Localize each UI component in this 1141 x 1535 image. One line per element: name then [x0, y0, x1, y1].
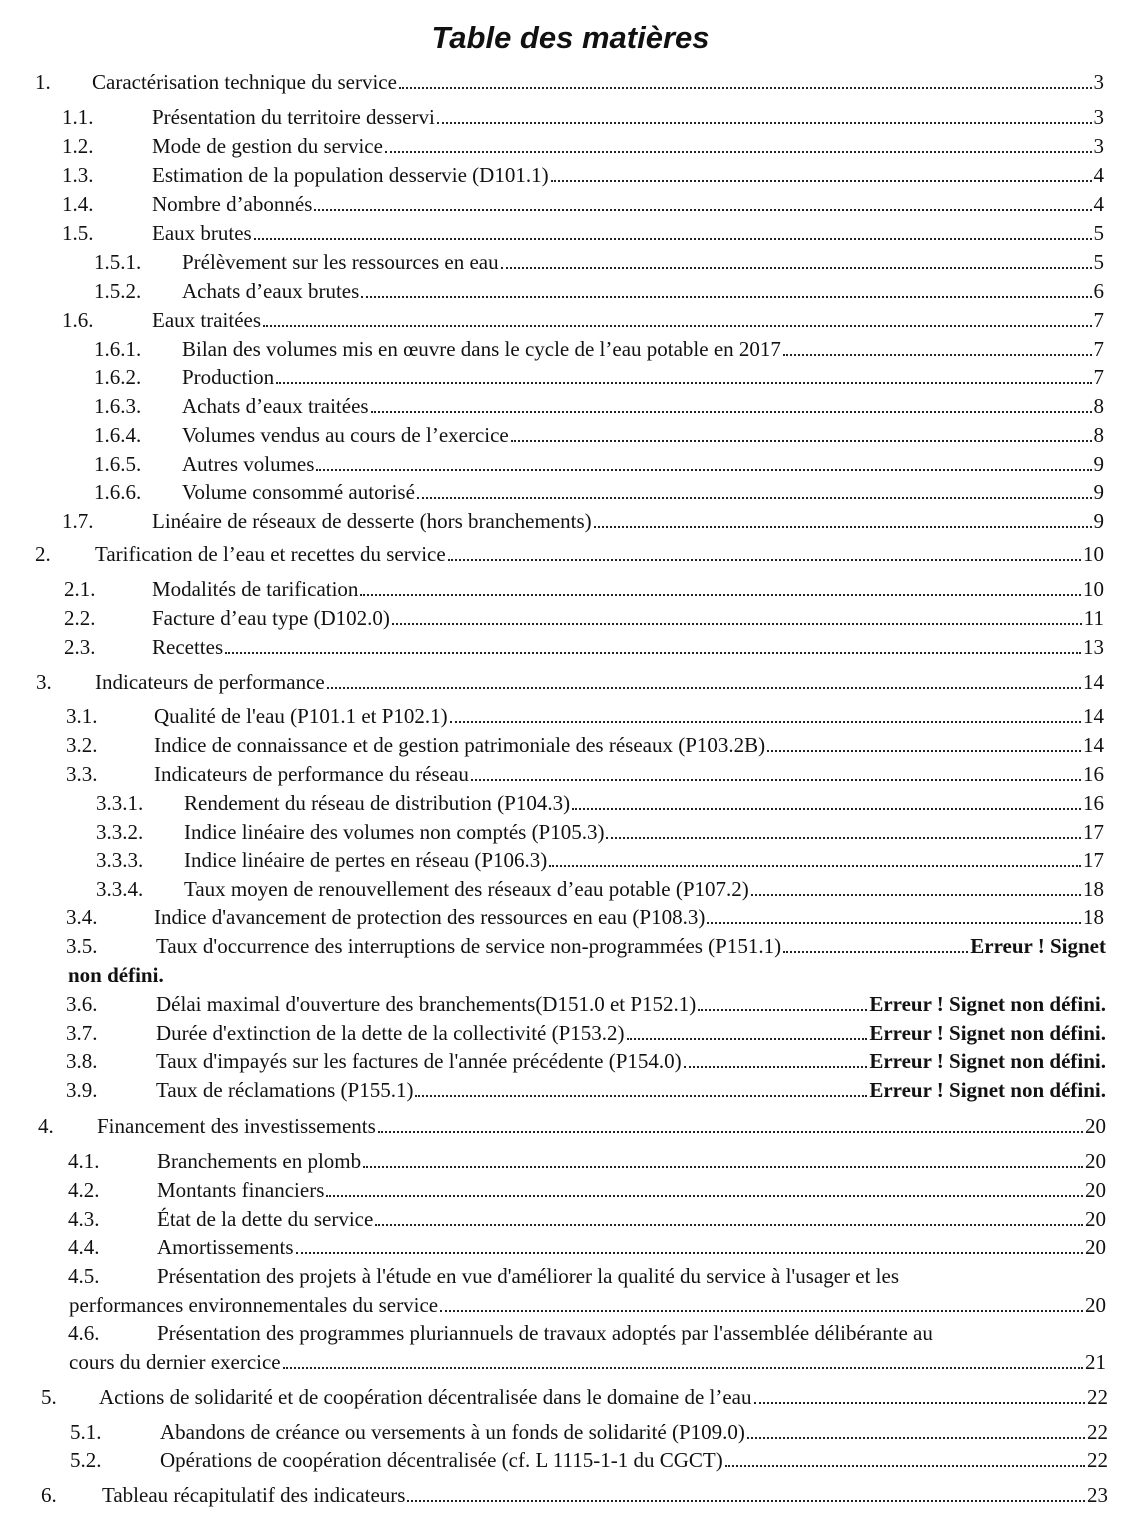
- toc-entry-title: Présentation du territoire desservi: [152, 105, 435, 129]
- toc-entry-title: Indice linéaire des volumes non comptés (P105.3): [184, 820, 605, 844]
- toc-entry-number: 1.6.: [62, 308, 94, 332]
- dot-leader: [783, 354, 1092, 356]
- toc-entry[interactable]: [160, 1418, 1108, 1446]
- toc-page-number: 3: [1093, 134, 1104, 158]
- toc-entry[interactable]: [95, 668, 1104, 696]
- toc-entry[interactable]: [152, 190, 1104, 218]
- toc-entry-title: Financement des investissements: [97, 1114, 376, 1138]
- bookmark-error: Erreur ! Signet non défini.: [869, 1078, 1106, 1102]
- toc-entry-title: Opérations de coopération décentralisée (cf. L 1115-1-1 du CGCT): [160, 1448, 723, 1472]
- bookmark-error: Erreur ! Signet non défini.: [869, 1049, 1106, 1073]
- toc-entry[interactable]: [102, 1481, 1108, 1509]
- toc-page-number: 9: [1093, 452, 1104, 476]
- dot-leader: [363, 1166, 1083, 1168]
- dot-leader: [572, 808, 1081, 810]
- toc-page-number: 14: [1083, 670, 1104, 694]
- toc-entry[interactable]: [184, 818, 1104, 846]
- dot-leader: [767, 750, 1081, 752]
- toc-entry-title: Eaux brutes: [152, 221, 252, 245]
- dot-leader: [361, 296, 1091, 298]
- toc-page-number: 6: [1093, 279, 1104, 303]
- dot-leader: [751, 894, 1081, 896]
- toc-entry-number: 1.7.: [62, 509, 94, 533]
- toc-entry-number: 1.4.: [62, 192, 94, 216]
- toc-entry-number: 4.4.: [68, 1235, 100, 1259]
- toc-entry-number: 3.3.4.: [96, 877, 144, 901]
- dot-leader: [399, 87, 1092, 89]
- toc-entry-title: Production: [182, 365, 275, 389]
- toc-page-number: 20: [1085, 1293, 1106, 1317]
- toc-entry-number: 4.3.: [68, 1207, 100, 1231]
- toc-page-number: 17: [1083, 848, 1104, 872]
- toc-page-number: 10: [1083, 577, 1104, 601]
- toc-entry-title: Nombre d’abonnés: [152, 192, 313, 216]
- toc-entry-number: 4.5.: [68, 1264, 100, 1288]
- toc-entry-title: Facture d’eau type (D102.0): [152, 606, 390, 630]
- toc-entry[interactable]: [152, 633, 1104, 661]
- toc-page-number: 20: [1085, 1207, 1106, 1231]
- toc-page-number: 7: [1093, 308, 1104, 332]
- toc-page-number: 4: [1093, 163, 1104, 187]
- toc-entry[interactable]: [99, 1383, 1108, 1411]
- toc-entry-number: 1.6.5.: [94, 452, 142, 476]
- toc-entry[interactable]: [160, 1446, 1108, 1474]
- toc-entry-title: Montants financiers: [157, 1178, 325, 1202]
- toc-entry-title: Volumes vendus au cours de l’exercice: [182, 423, 509, 447]
- toc-entry-title: Taux d'impayés sur les factures de l'année précédente (P154.0): [156, 1049, 682, 1073]
- toc-page-number: 21: [1085, 1350, 1106, 1374]
- toc-page-number: 20: [1085, 1149, 1106, 1173]
- dot-leader: [326, 1195, 1083, 1197]
- dot-leader: [511, 440, 1092, 442]
- toc-entry-number: 1.6.1.: [94, 337, 142, 361]
- dot-leader: [725, 1465, 1085, 1467]
- toc-entry-title: Taux d'occurrence des interruptions de service non-programmées (P151.1): [156, 934, 782, 958]
- toc-entry-number: 3.8.: [66, 1049, 98, 1073]
- toc-entry[interactable]: [182, 450, 1104, 478]
- toc-entry-title: Indice d'avancement de protection des ressources en eau (P108.3): [154, 905, 706, 929]
- toc-entry[interactable]: [182, 478, 1104, 506]
- toc-entry-number: 1.3.: [62, 163, 94, 187]
- dot-leader: [440, 1310, 1083, 1312]
- dot-leader: [415, 1095, 867, 1097]
- toc-entry[interactable]: [157, 1233, 1106, 1261]
- toc-entry[interactable]: [182, 421, 1104, 449]
- toc-entry-title: Délai maximal d'ouverture des branchements(D151.0 et P152.1): [156, 992, 697, 1016]
- toc-page-number: 8: [1093, 423, 1104, 447]
- toc-page-number: 20: [1085, 1114, 1106, 1138]
- dot-leader: [385, 151, 1092, 153]
- toc-entry-title: Amortissements: [157, 1235, 294, 1259]
- toc-entry-title: Recettes: [152, 635, 224, 659]
- bookmark-error-continued: non défini.: [68, 963, 164, 987]
- toc-entry[interactable]: [156, 990, 1106, 1018]
- toc-entry-title: Qualité de l'eau (P101.1 et P102.1): [154, 704, 448, 728]
- toc-page-number: 3: [1093, 105, 1104, 129]
- toc-entry-title: Abandons de créance ou versements à un fonds de solidarité (P109.0): [160, 1420, 745, 1444]
- toc-entry-number: 3.5.: [66, 934, 98, 958]
- toc-entry[interactable]: [157, 1147, 1106, 1175]
- toc-entry[interactable]: [182, 277, 1104, 305]
- toc-entry-number: 6.: [41, 1483, 57, 1507]
- toc-entry-number: 3.3.1.: [96, 791, 144, 815]
- toc-entry-number: 5.2.: [70, 1448, 102, 1472]
- toc-page-number: 7: [1093, 365, 1104, 389]
- toc-entry-number: 3.6.: [66, 992, 98, 1016]
- toc-entry-title: Taux moyen de renouvellement des réseaux d’eau potable (P107.2): [184, 877, 749, 901]
- toc-entry-title: Eaux traitées: [152, 308, 262, 332]
- toc-entry[interactable]: [97, 1112, 1106, 1140]
- toc-entry[interactable]: [152, 161, 1104, 189]
- toc-entry-title: Actions de solidarité et de coopération décentralisée dans le domaine de l’eau: [99, 1385, 752, 1409]
- toc-entry-number: 3.9.: [66, 1078, 98, 1102]
- toc-entry-number: 3.3.3.: [96, 848, 144, 872]
- toc-entry-title: Estimation de la population desservie (D101.1): [152, 163, 549, 187]
- toc-entry-title: Achats d’eaux traitées: [182, 394, 369, 418]
- toc-entry-title: Indicateurs de performance du réseau: [154, 762, 469, 786]
- toc-entry[interactable]: [182, 363, 1104, 391]
- bookmark-error: Erreur ! Signet non défini.: [869, 992, 1106, 1016]
- dot-leader: [375, 1224, 1083, 1226]
- toc-entry-title: Caractérisation technique du service: [92, 70, 397, 94]
- toc-page-number: 14: [1083, 704, 1104, 728]
- toc-entry-number: 3.2.: [66, 733, 98, 757]
- toc-entry[interactable]: [184, 875, 1104, 903]
- page-title: Table des matières: [431, 20, 710, 55]
- toc-page-number: 5: [1093, 250, 1104, 274]
- toc-page-number: 22: [1087, 1448, 1108, 1472]
- toc-entry-number: 4.: [38, 1114, 54, 1138]
- dot-leader: [471, 779, 1081, 781]
- dot-leader: [627, 1038, 868, 1040]
- dot-leader: [698, 1009, 867, 1011]
- toc-entry[interactable]: [152, 132, 1104, 160]
- toc-entry-number: 5.: [41, 1385, 57, 1409]
- toc-entry-number: 3.3.: [66, 762, 98, 786]
- dot-leader: [327, 687, 1081, 689]
- toc-page-number: 5: [1093, 221, 1104, 245]
- toc-entry-number: 1.6.3.: [94, 394, 142, 418]
- toc-entry-title: Volume consommé autorisé: [182, 480, 415, 504]
- dot-leader: [371, 411, 1092, 413]
- toc-entry-title: Tableau récapitulatif des indicateurs: [102, 1483, 406, 1507]
- toc-entry-number: 1.6.6.: [94, 480, 142, 504]
- toc-page-number: 14: [1083, 733, 1104, 757]
- toc-page-number: 17: [1083, 820, 1104, 844]
- toc-entry-number: 1.6.4.: [94, 423, 142, 447]
- toc-entry-number: 1.: [35, 70, 51, 94]
- toc-entry[interactable]: [156, 1076, 1106, 1104]
- dot-leader: [254, 238, 1092, 240]
- toc-entry[interactable]: [154, 760, 1104, 788]
- toc-entry[interactable]: [154, 702, 1104, 730]
- dot-leader: [263, 325, 1091, 327]
- toc-entry[interactable]: [156, 932, 1106, 960]
- dot-leader: [360, 594, 1081, 596]
- toc-page-number: 9: [1093, 480, 1104, 504]
- toc-page-number: 22: [1087, 1385, 1108, 1409]
- toc-entry[interactable]: [152, 219, 1104, 247]
- toc-page-number: 22: [1087, 1420, 1108, 1444]
- toc-page-number: 18: [1083, 877, 1104, 901]
- toc-entry-title: Achats d’eaux brutes: [182, 279, 360, 303]
- toc-page-number: 10: [1083, 542, 1104, 566]
- dot-leader: [450, 721, 1081, 723]
- toc-entry-continuation[interactable]: [69, 1291, 1106, 1319]
- toc-entry-title: Modalités de tarification: [152, 577, 359, 601]
- toc-entry[interactable]: [154, 731, 1104, 759]
- toc-entry[interactable]: [152, 575, 1104, 603]
- toc-entry-number: 3.3.2.: [96, 820, 144, 844]
- toc-entry-number: 2.1.: [64, 577, 96, 601]
- toc-entry-number: 3.1.: [66, 704, 98, 728]
- toc-entry[interactable]: [184, 846, 1104, 874]
- dot-leader: [594, 526, 1092, 528]
- toc-entry-number: 2.2.: [64, 606, 96, 630]
- toc-page-number: 9: [1093, 509, 1104, 533]
- dot-leader: [314, 209, 1091, 211]
- dot-leader: [448, 559, 1081, 561]
- dot-leader: [283, 1367, 1083, 1369]
- dot-leader: [407, 1500, 1085, 1502]
- dot-leader: [392, 623, 1082, 625]
- dot-leader: [707, 922, 1081, 924]
- dot-leader: [754, 1402, 1086, 1404]
- toc-page-number: 23: [1087, 1483, 1108, 1507]
- dot-leader: [747, 1437, 1085, 1439]
- toc-entry-number: 4.1.: [68, 1149, 100, 1173]
- dot-leader: [684, 1066, 868, 1068]
- toc-entry[interactable]: [182, 335, 1104, 363]
- toc-entry[interactable]: [154, 903, 1104, 931]
- toc-entry-number: 1.5.2.: [94, 279, 142, 303]
- dot-leader: [783, 951, 968, 953]
- dot-leader: [501, 267, 1092, 269]
- dot-leader: [276, 382, 1091, 384]
- toc-page-number: 20: [1085, 1235, 1106, 1259]
- toc-entry-number: 4.6.: [68, 1321, 100, 1345]
- toc-entry-title: Bilan des volumes mis en œuvre dans le cycle de l’eau potable en 2017: [182, 337, 781, 361]
- toc-entry-number: 1.5.: [62, 221, 94, 245]
- toc-entry[interactable]: [152, 507, 1104, 535]
- toc-entry[interactable]: [152, 306, 1104, 334]
- toc-entry-title: Prélèvement sur les ressources en eau: [182, 250, 499, 274]
- dot-leader: [296, 1252, 1084, 1254]
- toc-entry-title: Durée d'extinction de la dette de la collectivité (P153.2): [156, 1021, 625, 1045]
- toc-entry-title-continued: performances environnementales du service: [69, 1293, 439, 1317]
- toc-page-number: 3: [1093, 70, 1104, 94]
- bookmark-error: Erreur ! Signet: [970, 934, 1106, 958]
- toc-page-number: 8: [1093, 394, 1104, 418]
- toc-entry-title: Rendement du réseau de distribution (P104.3): [184, 791, 571, 815]
- toc-entry[interactable]: [157, 1176, 1106, 1204]
- toc-entry-number: 3.4.: [66, 905, 98, 929]
- dot-leader: [549, 865, 1081, 867]
- toc-entry-number: 1.2.: [62, 134, 94, 158]
- toc-page-number: 16: [1083, 762, 1104, 786]
- toc-page-number: 16: [1083, 791, 1104, 815]
- dot-leader: [417, 497, 1092, 499]
- toc-entry[interactable]: [152, 103, 1104, 131]
- toc-entry[interactable]: [157, 1205, 1106, 1233]
- toc-entry[interactable]: [156, 1019, 1106, 1047]
- toc-entry-title: Indicateurs de performance: [95, 670, 325, 694]
- dot-leader: [316, 469, 1091, 471]
- toc-page-number: 4: [1093, 192, 1104, 216]
- toc-entry[interactable]: [184, 789, 1104, 817]
- toc-entry-title: Taux de réclamations (P155.1): [156, 1078, 414, 1102]
- toc-entry[interactable]: [95, 540, 1104, 568]
- toc-entry-title: Indice linéaire de pertes en réseau (P106.3): [184, 848, 548, 872]
- toc-entry[interactable]: [156, 1047, 1106, 1075]
- toc-entry-number: 2.: [35, 542, 51, 566]
- toc-entry-title-continued: cours du dernier exercice: [69, 1350, 281, 1374]
- toc-page-number: 18: [1083, 905, 1104, 929]
- toc-entry-title: Linéaire de réseaux de desserte (hors branchements): [152, 509, 592, 533]
- toc-entry-number: 1.1.: [62, 105, 94, 129]
- dot-leader: [551, 180, 1092, 182]
- toc-entry-title: Tarification de l’eau et recettes du service: [95, 542, 446, 566]
- toc-entry-title[interactable]: Présentation des projets à l'étude en vue d'améliorer la qualité du service à l'usager et les: [157, 1264, 899, 1288]
- toc-entry-number: 1.5.1.: [94, 250, 142, 274]
- toc-entry[interactable]: [182, 248, 1104, 276]
- toc-entry-title: Mode de gestion du service: [152, 134, 383, 158]
- toc-entry-continuation[interactable]: [69, 1348, 1106, 1376]
- dot-leader: [437, 122, 1092, 124]
- dot-leader: [606, 837, 1081, 839]
- toc-page-number: 20: [1085, 1178, 1106, 1202]
- toc-entry-number: 3.: [36, 670, 52, 694]
- toc-entry-title: Indice de connaissance et de gestion patrimoniale des réseaux (P103.2B): [154, 733, 766, 757]
- toc-entry-title: Autres volumes: [182, 452, 315, 476]
- toc-entry[interactable]: [182, 392, 1104, 420]
- bookmark-error: Erreur ! Signet non défini.: [869, 1021, 1106, 1045]
- toc-entry-title: État de la dette du service: [157, 1207, 374, 1231]
- toc-entry-title: Branchements en plomb: [157, 1149, 362, 1173]
- toc-page-number: 13: [1083, 635, 1104, 659]
- toc-entry-number: 4.2.: [68, 1178, 100, 1202]
- toc-entry-title[interactable]: Présentation des programmes pluriannuels de travaux adoptés par l'assemblée délibérante au: [157, 1321, 933, 1345]
- dot-leader: [225, 652, 1081, 654]
- toc-entry-number: 5.1.: [70, 1420, 102, 1444]
- toc-entry-number: 1.6.2.: [94, 365, 142, 389]
- toc-entry[interactable]: [152, 604, 1104, 632]
- toc-page-number: 7: [1093, 337, 1104, 361]
- dot-leader: [378, 1131, 1083, 1133]
- toc-entry-number: 3.7.: [66, 1021, 98, 1045]
- toc-entry-number: 2.3.: [64, 635, 96, 659]
- toc-entry[interactable]: [92, 68, 1104, 96]
- toc-page-number: 11: [1083, 606, 1104, 630]
